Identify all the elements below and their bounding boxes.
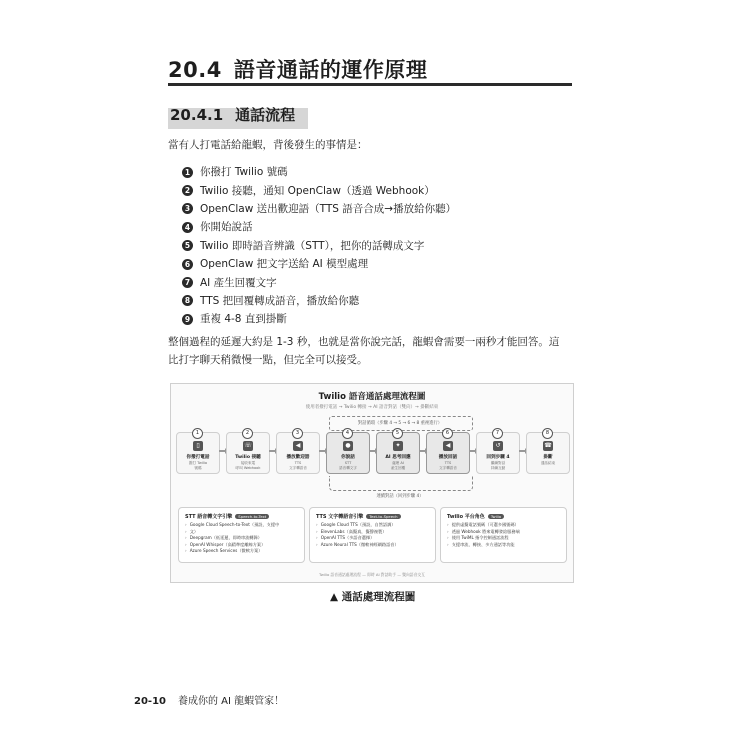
latency-paragraph xyxy=(168,333,578,369)
step-number-badge: 6 xyxy=(182,259,193,270)
flow-node-title: AI 思考回應 xyxy=(385,455,411,460)
step-item xyxy=(182,218,456,236)
flow-node xyxy=(176,432,220,474)
step-item xyxy=(182,255,456,273)
flow-node-subtitle: 撥打 Twilio 號碼 xyxy=(188,461,208,470)
step-item xyxy=(182,200,456,218)
step-text: 你開始說話 xyxy=(200,221,253,234)
flow-node-title: 你說話 xyxy=(341,455,355,460)
card-list-item: › Azure Neural TTS（微軟神經網路語音） xyxy=(316,542,399,549)
loop-bracket-bottom xyxy=(329,476,473,491)
call-steps-list xyxy=(182,163,456,329)
section-heading xyxy=(168,54,427,84)
step-text: 你撥打 Twilio 號碼 xyxy=(200,166,288,179)
flow-node-title: 播放回話 xyxy=(438,455,458,460)
subsection-number: 20.4.1 xyxy=(170,106,224,124)
step-number-badge: 7 xyxy=(182,277,193,288)
latency-line-2: 比打字聊天稍微慢一點，但完全可以接受。 xyxy=(168,354,368,366)
card-list-item: › 透過 Webhook 將來電轉發給服務端 xyxy=(447,529,520,536)
card-list-item: › 使用 TwiML 指令控制通話流程 xyxy=(447,535,520,542)
card-list-item: › OpenAI TTS（多語音選擇） xyxy=(316,535,399,542)
step-text: 重複 4-8 直到掛斷 xyxy=(200,313,287,326)
flow-node-icon: ◀ xyxy=(293,441,303,451)
latency-line-1: 整個過程的延遲大約是 1-3 秒，也就是當你說完話，龍蝦會需要一兩秒才能回答。這 xyxy=(168,336,560,348)
step-text: AI 產生回覆文字 xyxy=(200,276,277,289)
step-number-badge: 5 xyxy=(182,240,193,251)
card-list-item: › 提供虛擬電話號碼（可選多國號碼） xyxy=(447,522,520,529)
flow-node-number: 8 xyxy=(542,428,553,439)
card-list-item: › Google Cloud TTS（預設，自然語調） xyxy=(316,522,399,529)
card-badge: Twilio xyxy=(488,514,504,519)
step-item xyxy=(182,237,456,255)
flow-diagram-figure xyxy=(170,383,574,583)
step-item xyxy=(182,181,456,199)
flow-node-number: 3 xyxy=(292,428,303,439)
step-text: TTS 把回覆轉成語音，播放給你聽 xyxy=(200,294,360,307)
subsection-title: 通話流程 xyxy=(235,106,296,124)
flow-node-icon: ▯ xyxy=(193,441,203,451)
card-list-item: › Google Cloud Speech-to-Text（預設，支援中 xyxy=(185,522,279,529)
flow-node-subtitle: STT 語音轉文字 xyxy=(339,461,357,470)
card-badge: Speech-to-Text xyxy=(235,514,269,519)
card-list-item: › 支援串流、轉接、多方通話等功能 xyxy=(447,542,520,549)
flow-node-icon: ↺ xyxy=(493,441,503,451)
loop-label-top: 對話循環（步驟 4 → 5 → 6 → 8 重複進行） xyxy=(357,421,443,426)
flow-node-title: 掛斷 xyxy=(543,455,553,460)
step-item xyxy=(182,292,456,310)
flow-node xyxy=(376,432,420,474)
step-number-badge: 4 xyxy=(182,222,193,233)
intro-paragraph: 當有人打電話給龍蝦，背後發生的事情是： xyxy=(168,139,368,151)
flow-node-icon: ◀ xyxy=(443,441,453,451)
card-list-item: › 文） xyxy=(185,529,279,536)
figure-footer: Twilio 語音通話處理流程 — 即時 AI 對話助手 — 雙向語音交互 xyxy=(319,572,425,577)
card-list-item: › Azure Speech Services（微軟方案） xyxy=(185,548,279,555)
flow-node-title: 播放歡迎語 xyxy=(286,455,310,460)
card-heading xyxy=(185,513,269,520)
flow-arrow xyxy=(319,450,325,452)
flow-node-title: Twilio 接聽 xyxy=(235,455,261,460)
step-text: OpenClaw 送出歡迎語（TTS 語音合成→播放給你聽） xyxy=(200,202,457,215)
flow-node-subtitle: 處理 AI 產生回覆 xyxy=(390,461,406,470)
step-number-badge: 8 xyxy=(182,295,193,306)
step-number-badge: 3 xyxy=(182,203,193,214)
book-title: 養成你的 AI 龍蝦管家！ xyxy=(177,696,285,707)
step-item xyxy=(182,310,456,328)
flow-node-subtitle: 通話結束 xyxy=(540,461,556,465)
flow-node-title: 回到步驟 4 xyxy=(486,455,510,460)
flow-arrow xyxy=(269,450,275,452)
engine-card xyxy=(178,507,305,563)
flow-node-icon: ☏ xyxy=(244,442,252,449)
flow-arrow xyxy=(369,450,375,452)
card-heading xyxy=(316,513,401,520)
flow-node-icon: ☎ xyxy=(544,442,552,449)
step-text: Twilio 即時語音辨識（STT），把你的話轉成文字 xyxy=(200,239,425,252)
card-badge: Text-to-Speech xyxy=(366,514,400,519)
card-list-item: › Deepgram（低延遲，即時串流轉錄） xyxy=(185,535,279,542)
flow-node xyxy=(526,432,570,474)
section-title: 語音通話的運作原理 xyxy=(233,58,428,82)
heading-rule xyxy=(168,83,572,86)
card-title: TTS 文字轉語音引擎 xyxy=(316,514,364,520)
flow-node-subtitle: TTS 文字轉語音 xyxy=(289,461,307,470)
flow-node-number: 7 xyxy=(492,428,503,439)
step-text: OpenClaw 把文字送給 AI 模型處理 xyxy=(200,258,369,271)
page-footer xyxy=(134,692,284,707)
flow-node-subtitle: 繼續對話 持續互動 xyxy=(490,461,506,470)
step-item xyxy=(182,273,456,291)
card-title: Twilio 平台角色 xyxy=(447,514,485,520)
flow-node xyxy=(226,432,270,474)
flow-nodes xyxy=(176,432,568,476)
flow-node-number: 5 xyxy=(392,428,403,439)
flow-node-subtitle: TTS 文字轉語音 xyxy=(439,461,457,470)
loop-label-bottom: 連續對話（回到步驟 4） xyxy=(376,494,424,499)
figure-subtitle: 使用者撥打電話 → Twilio 轉接 → AI 語音對話（雙向）→ 掛斷結束 xyxy=(305,405,439,410)
flow-arrow xyxy=(519,450,525,452)
step-number-badge: 1 xyxy=(182,167,193,178)
flow-node xyxy=(326,432,370,474)
step-number-badge: 9 xyxy=(182,314,193,325)
card-title: STT 語音轉文字引擎 xyxy=(185,514,233,520)
flow-node xyxy=(276,432,320,474)
flow-node-number: 4 xyxy=(342,428,353,439)
engine-card xyxy=(440,507,567,563)
card-list-item: › OpenAI Whisper（高精準度離線方案） xyxy=(185,542,279,549)
card-list-item: › ElevenLabs（高擬真，擬聲複製） xyxy=(316,529,399,536)
figure-caption: ▲ 通話處理流程圖 xyxy=(330,591,416,603)
flow-node-number: 1 xyxy=(192,428,203,439)
figure-title: Twilio 語音通話處理流程圖 xyxy=(318,392,426,402)
flow-arrow xyxy=(419,450,425,452)
flow-node-icon: ✦ xyxy=(393,441,403,451)
flow-node-number: 2 xyxy=(242,428,253,439)
page-number: 20-10 xyxy=(134,696,166,707)
step-item xyxy=(182,163,456,181)
flow-node-subtitle: 接收來電 呼叫 Webhook xyxy=(235,461,261,470)
section-number: 20.4 xyxy=(168,58,222,82)
subsection-heading xyxy=(168,102,572,129)
flow-arrow xyxy=(219,450,225,452)
engine-card xyxy=(309,507,436,563)
flow-node-icon: ● xyxy=(343,441,353,451)
flow-arrow xyxy=(469,450,475,452)
flow-node-title: 你撥打電話 xyxy=(186,455,210,460)
card-heading xyxy=(447,513,504,520)
step-text: Twilio 接聽，通知 OpenClaw（透過 Webhook） xyxy=(200,184,435,197)
flow-node xyxy=(476,432,520,474)
step-number-badge: 2 xyxy=(182,185,193,196)
flow-node xyxy=(426,432,470,474)
flow-node-number: 6 xyxy=(442,428,453,439)
